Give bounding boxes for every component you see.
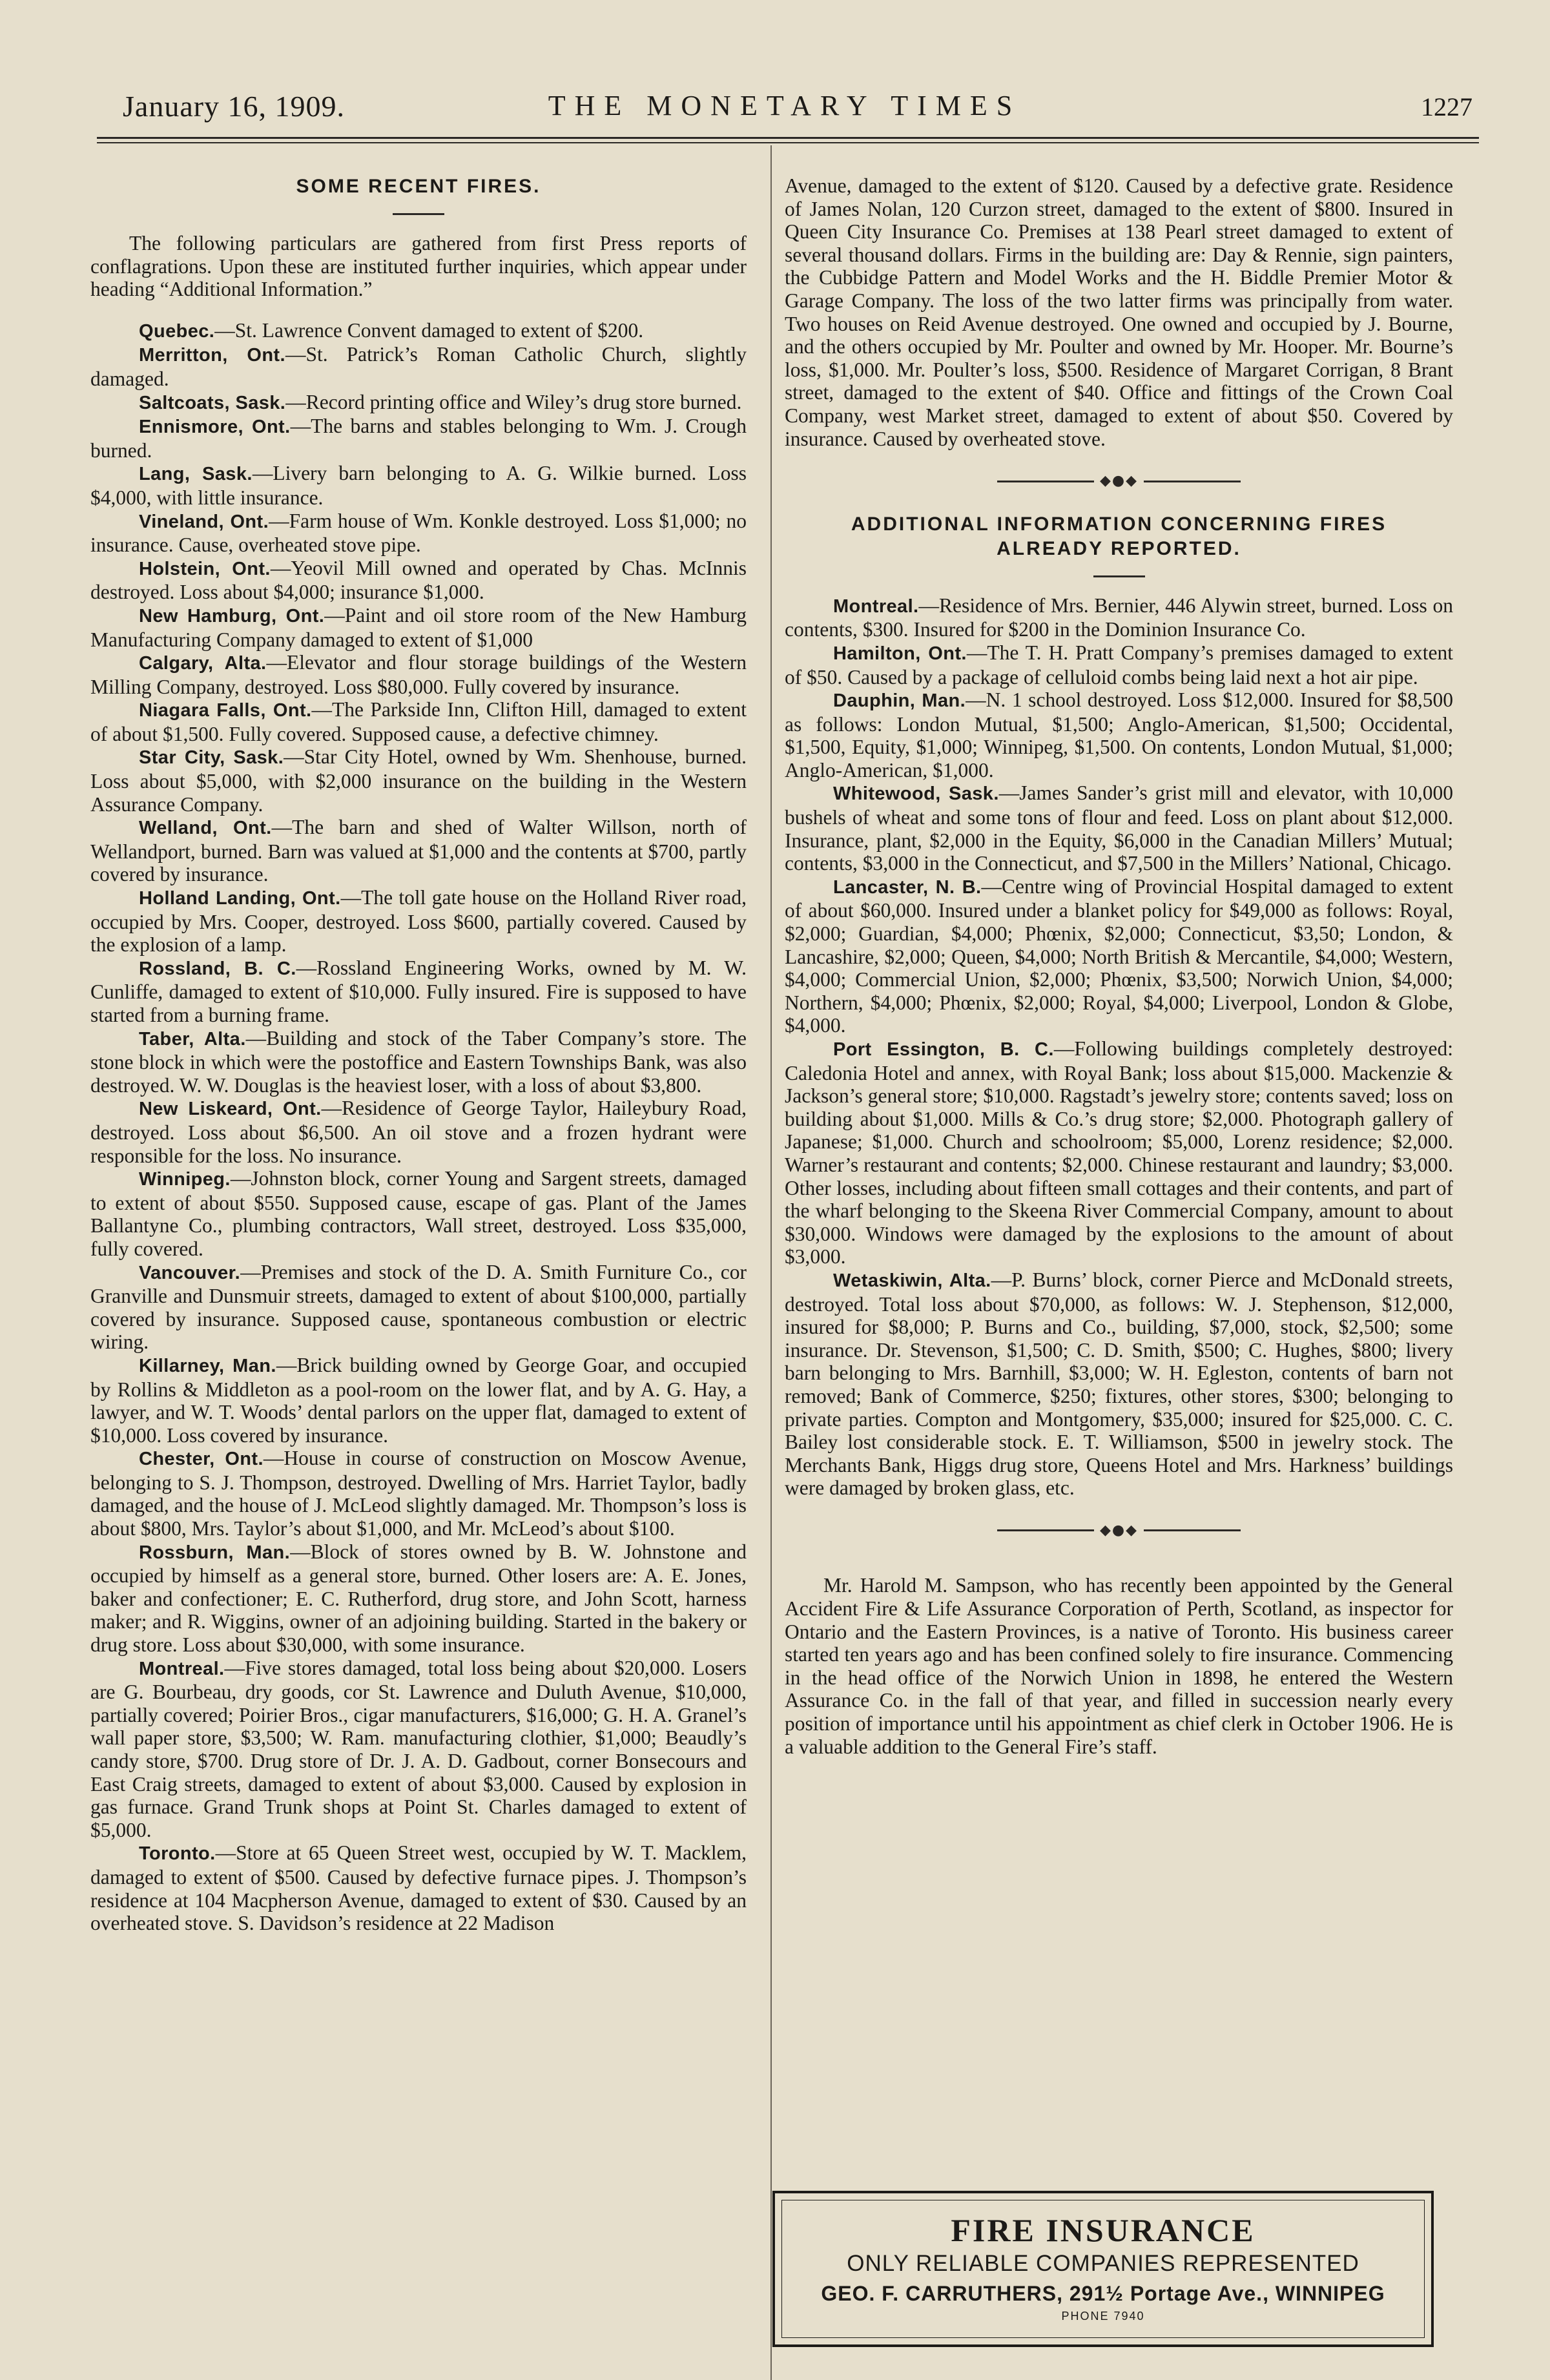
header-rule-thin [97,142,1479,143]
fire-entry [90,1540,747,1657]
fire-entry-place: Toronto. [139,1843,216,1865]
fire-entry-place: Holstein, Ont. [139,558,271,579]
fire-entry-place: Vineland, Ont. [139,511,269,532]
fire-entry-place: Killarney, Man. [139,1355,276,1376]
fire-entry-place: Chester, Ont. [139,1449,264,1470]
fire-entry-text: —Star City Hotel, owned by Wm. Shenhouse, burned. Loss about $5,000, with $2,000 insurance on the building in the Western Assurance Company. [90,745,747,816]
fire-entry [90,391,747,415]
fire-entry-text: —Residence of Mrs. Bernier, 446 Alywin street, burned. Loss on contents, $300. Insured for $200 in the Dominion Insurance Co. [785,594,1453,641]
fire-entry-text: —Store at 65 Queen Street west, occupied by W. T. Macklem, damaged to extent of $500. Caused by defective furnace pipes. J. Thompson’s residence at 104 Macpherson Avenue, damaged to extent of $30. Caused by an overheated stove. S. Davidson’s residence at 22 Madison [90,1841,747,1935]
fire-entry [90,886,747,957]
ad-headline: FIRE INSURANCE [951,2212,1256,2248]
fire-entry [90,1167,747,1260]
fire-entry-place: Quebec. [139,320,215,342]
fire-entry [90,1027,747,1097]
publication-title: THE MONETARY TIMES [548,90,1022,121]
fire-entry [90,745,747,816]
ad-address: GEO. F. CARRUTHERS, 291½ Portage Ave., WINNIPEG [821,2282,1385,2305]
fire-entry-text: —St. Lawrence Convent damaged to extent of $200. [214,318,644,342]
fire-entry [90,1354,747,1447]
fire-entry [90,1261,747,1354]
fire-entry-place: Montreal. [139,1658,225,1679]
fire-entry-text: —Residence of George Taylor, Haileybury Road, destroyed. Loss about $6,500. An oil stove and a frozen hydrant were responsible for the loss. No insurance. [90,1097,747,1167]
running-header [97,83,1472,141]
fire-entry-place: New Hamburg, Ont. [139,605,325,626]
fire-entry-text: —St. Patrick’s Roman Catholic Church, slightly damaged. [90,343,747,390]
fire-entry-place: Merritton, Ont. [139,345,285,366]
fire-entry-place: Lancaster, N. B. [833,876,982,898]
fire-entry-place: Star City, Sask. [139,747,284,769]
fire-entry [90,1447,747,1540]
fire-insurance-advertisement [772,2191,1434,2347]
fire-entry [90,319,747,344]
fire-entry [90,604,747,651]
fire-entry [90,651,747,698]
fire-entry-text: —The Parkside Inn, Clifton Hill, damaged to extent of about $1,500. Fully covered. Supposed cause, a defective chimney. [90,698,747,745]
fire-entry-place: Dauphin, Man. [833,690,966,712]
ad-tagline: ONLY RELIABLE COMPANIES REPRESENTED [847,2251,1359,2276]
fire-entry-text: —Block of stores owned by B. W. Johnstone and occupied by himself as a general store, burned. Other losers are: A. E. Jones, baker and confectioner; E. C. Rutherford, drug store, and John Scott, harness maker; and R. Wiggins, owner of an adjoining building. Started in the bakery or drug store. Loss about $30,000, with some insurance. [90,1540,747,1657]
fire-entry-text: —N. 1 school destroyed. Loss $12,000. Insured for $8,500 as follows: London Mutual, $1,500; Anglo-American, $1,500; Occidental, $1,500, Equity, $1,000; Winnipeg, $1,500. On contents, London Mutual, $1,000; Anglo-American, $1,000. [785,688,1453,781]
additional-info-list [785,594,1453,1500]
ornament-divider: ◆●◆ [785,1519,1453,1542]
fire-entry [90,698,747,745]
fire-entry-place: Calgary, Alta. [139,653,267,674]
fire-entry-text: —P. Burns’ block, corner Pierce and McDonald streets, destroyed. Total loss about $70,000, as follows: W. J. Stephenson, $12,000, insured for $8,000; P. Burns and Co., building, $7,000, stock, $2,500; some insurance. Dr. Stevenson, $1,500; C. D. Smith, $500; C. Hughes, $800; livery barn belonging to Mrs. Barnhill, $3,000; W. H. Egleston, contents of barn not removed; Bank of Commerce, $250; fixtures, other stores, $300; belonging to private parties. Compton and Montgomery, $35,000; insured for $25,000. C. C. Bailey lost considerable stock. E. T. Williamson, $500 in jewelry stock. The Merchants Bank, Higgs drug store, Queens Hotel and Mrs. Harkness’ buildings were damaged by broken glass, etc. [785,1268,1453,1500]
fire-entry-place: Saltcoats, Sask. [139,392,286,413]
fire-entry [785,688,1453,781]
fire-entry-place: Rossland, B. C. [139,958,296,979]
sampson-notice: Mr. Harold M. Sampson, who has recently been appointed by the General Accident Fire & Life Assurance Corporation of Perth, Scotland, as inspector for Ontario and the Eastern Provinces, is a native of Toronto. His business career started ten years ago and has been confined solely to fire insurance. Commencing in the head office of the Norwich Union in 1898, he entered the Western Assurance Co. in the fall of that year, and filled in succession nearly every position of importance until his appointment as chief clerk in October 1906. He is a valuable addition to the General Fire’s staff. [785,1574,1453,1758]
fire-entry-text: —House in course of construction on Moscow Avenue, belonging to S. J. Thompson, destroyed. Dwelling of Mrs. Harriet Taylor, badly damaged, and the house of J. McLeod slightly damaged. Mr. Thompson’s loss is about $800, Mrs. Taylor’s about $1,000, and Mr. McLeod’s about $100. [90,1447,747,1540]
ad-phone: PHONE 7940 [1061,2310,1145,2323]
fire-entry-place: Niagara Falls, Ont. [139,700,312,721]
ad-inner-border [781,2200,1425,2338]
fire-entry-text: —James Sander’s grist mill and elevator, with 10,000 bushels of wheat and some tons of flour and feed. Loss on plant about $12,000. Insurance, plant, $2,000 in the Equity, $6,000 in the Canadian Millers’ Mutual; contents, $3,000 in the Connecticut, and $7,500 in the Millers’ National, Chicago. [785,781,1453,875]
section-heading-additional-info: ADDITIONAL INFORMATION CONCERNING FIRES [851,513,1387,535]
section-heading-additional-info-line2: ALREADY REPORTED. [997,537,1241,559]
column-divider [770,145,772,2380]
continuation-paragraph: Avenue, damaged to the extent of $120. Caused by a defective grate. Residence of James Nolan, 120 Curzon street, damaged to the extent of $800. Insured in Queen City Insurance Co. Premises at 138 Pearl street damaged to extent of several thousand dollars. Firms in the building are: Day & Rennie, sign painters, the Cubbidge Pattern and Model Works and the H. Biddle Premier Motor & Garage Company. The loss of the two latter firms was principally from water. Two houses on Reid Avenue destroyed. One owned and occupied by J. Bourne, and the others occupied by Mr. Poulter and owned by Mr. Hooper. Mr. Bourne’s loss, $1,000. Mr. Poulter’s loss, $500. Residence of Margaret Corrigan, 8 Brant street, damaged to the extent of $40. Office and fittings of the Crown Coal Company, west Market street, damaged to extent of about $50. Covered by insurance. Caused by overheated stove. [785,174,1453,450]
fire-entry [785,1268,1453,1500]
fire-entry [785,641,1453,688]
fire-entry [90,1841,747,1934]
fire-entry-place: Holland Landing, Ont. [139,888,341,909]
fire-entry-text: —Following buildings completely destroyed: Caledonia Hotel and annex, with Royal Bank; loss about $15,000. Mackenzie & Jackson’s general store; $10,000. Ragstadt’s jewelry store; contents saved; loss on building about $1,000. Mills & Co.’s drug store; $2,000. Photograph gallery of Japanese; $1,000. Church and schoolroom; $5,000, Lorenz residence; $2,000. Warner’s restaurant and contents; $2,000. Chinese restaurant and laundry; $3,000. Other losses, including about fifteen small cottages and their contents, and part of the wharf belonging to the Skeena River Commercial Company, amount to about $30,000. Windows were damaged by the explosions to the amount of about $3,000. [785,1037,1453,1268]
fire-entry-text: —The barn and shed of Walter Willson, north of Wellandport, burned. Barn was valued at $1,000 and the contents at $700, partly covered by insurance. [90,816,747,886]
fire-entry-place: Hamilton, Ont. [833,643,967,664]
fire-entry-place: Wetaskiwin, Alta. [833,1270,991,1291]
fire-entry [90,957,747,1027]
fire-entry-place: Port Essington, B. C. [833,1039,1054,1060]
fire-entry-place: Welland, Ont. [139,818,272,839]
fire-entry [90,510,747,557]
fire-entry [785,1037,1453,1268]
section-heading-recent-fires: SOME RECENT FIRES. [296,176,541,197]
issue-date: January 16, 1909. [123,90,346,123]
fire-entry [90,462,747,509]
fire-entry-text: —Johnston block, corner Young and Sargent streets, damaged to extent of about $550. Supposed cause, escape of gas. Plant of the James Ballantyne Co., plumbing contractors, Wall street, destroyed. Loss $35,000, fully covered. [90,1167,747,1260]
recent-fires-list [90,319,747,1935]
fire-entry-place: Lang, Sask. [139,464,253,485]
fire-entry [785,875,1453,1037]
fire-entry-text: —Brick building owned by George Goar, and occupied by Rollins & Middleton as a pool-room on the lower flat, and by A. G. Hay, a lawyer, and W. T. Woods’ dental parlors on the upper flat, damaged to extent of $10,000. Loss covered by insurance. [90,1353,747,1447]
fire-entry-place: Taber, Alta. [139,1028,246,1050]
fire-entry-text: —The toll gate house on the Holland River road, occupied by Mrs. Cooper, destroyed. Loss $600, partially covered. Caused by the explosion of a lamp. [90,886,747,957]
fire-entry-place: Rossburn, Man. [139,1542,291,1563]
fire-entry-place: Vancouver. [139,1262,241,1283]
fire-entry-place: Winnipeg. [139,1169,231,1190]
fire-entry [785,781,1453,874]
heading-rule [393,213,444,215]
right-column [785,174,1453,1758]
fire-entry-place: Whitewood, Sask. [833,783,999,805]
fire-entry [90,343,747,390]
heading-rule [1093,575,1145,577]
fire-entry-text: —Five stores damaged, total loss being about $20,000. Losers are G. Bourbeau, dry goods, cor St. Lawrence and Duluth Avenue, $10,000, partially covered; Poirier Bros., cigar manufacturers, $16,000; G. H. A. Granel’s wall paper store, $3,500; W. Ram. manufacturing clothier, $1,000; Beaudly’s candy store, $700. Drug store of Dr. J. A. D. Gadbout, corner Bonsecours and East Craig streets, damaged to extent of about $3,000. Caused by explosion in gas furnace. Grand Trunk shops at Point St. Charles damaged to extent of $5,000. [90,1656,747,1841]
fire-entry [90,557,747,604]
fire-entry [90,1657,747,1842]
fire-entry-text: —Centre wing of Provincial Hospital damaged to extent of about $60,000. Insured under a blanket policy for $49,000 as follows: Royal, $2,000; Guardian, $4,000; Phœnix, $2,000; Connecticut, $3,50; London, & Lancashire, $2,000; Queen, $4,000; North British & Mercantile, $4,000; Western, $4,000; Commercial Union, $2,000; Phœnix, $3,500; Norwich Union, $4,000; Northern, $4,000; Phœnix, $2,000; Royal, $4,000; Liverpool, London & Globe, $4,000. [785,874,1453,1037]
fire-entry-place: Ennismore, Ont. [139,417,291,438]
intro-paragraph: The following particulars are gathered from first Press reports of conflagrations. Upon these are instituted further inquiries, which appear under heading “Additional Information.” [90,232,747,301]
fire-entry [90,816,747,886]
fire-entry-text: —Record printing office and Wiley’s drug store burned. [285,390,742,413]
fire-entry-text: —Yeovil Mill owned and operated by Chas. McInnis destroyed. Loss about $4,000; insurance $1,000. [90,556,747,604]
fire-entry-text: —Paint and oil store room of the New Hamburg Manufacturing Company damaged to extent of $1,000 [90,603,747,651]
fire-entry-text: —Building and stock of the Taber Company’s store. The stone block in which were the postoffice and Eastern Townships Bank, was also destroyed. W. W. Douglas is the heaviest loser, with a loss of about $3,800. [90,1026,747,1097]
page-number: 1227 [1421,92,1472,121]
fire-entry-place: Montreal. [833,595,919,617]
fire-entry [785,594,1453,641]
fire-entry-text: —Farm house of Wm. Konkle destroyed. Loss $1,000; no insurance. Cause, overheated stove pipe. [90,509,747,557]
fire-entry-text: —Livery barn belonging to A. G. Wilkie burned. Loss $4,000, with little insurance. [90,462,747,509]
fire-entry-text: —The T. H. Pratt Company’s premises damaged to extent of $50. Caused by a package of celluloid combs being laid next a hot air pipe. [785,641,1454,688]
fire-entry [90,1097,747,1167]
fire-entry-place: New Liskeard, Ont. [139,1099,322,1120]
fire-entry-text: —The barns and stables belonging to Wm. J. Crough burned. [90,415,747,462]
fire-entry [90,415,747,462]
fire-entry-text: —Elevator and flour storage buildings of the Western Milling Company, destroyed. Loss $80,000. Fully covered by insurance. [90,651,747,698]
fire-entry-text: —Premises and stock of the D. A. Smith Furniture Co., cor Granville and Dunsmuir streets, damaged to extent of about $100,000, partially covered by insurance. Supposed cause, spontaneous combustion or electric wiring. [90,1260,747,1354]
fire-entry-text: —Rossland Engineering Works, owned by M. W. Cunliffe, damaged to extent of $10,000. Fully insured. Fire is supposed to have started from a burning frame. [90,956,747,1026]
left-column [90,174,747,1935]
header-rule [97,137,1479,139]
ornament-divider: ◆●◆ [785,470,1453,493]
